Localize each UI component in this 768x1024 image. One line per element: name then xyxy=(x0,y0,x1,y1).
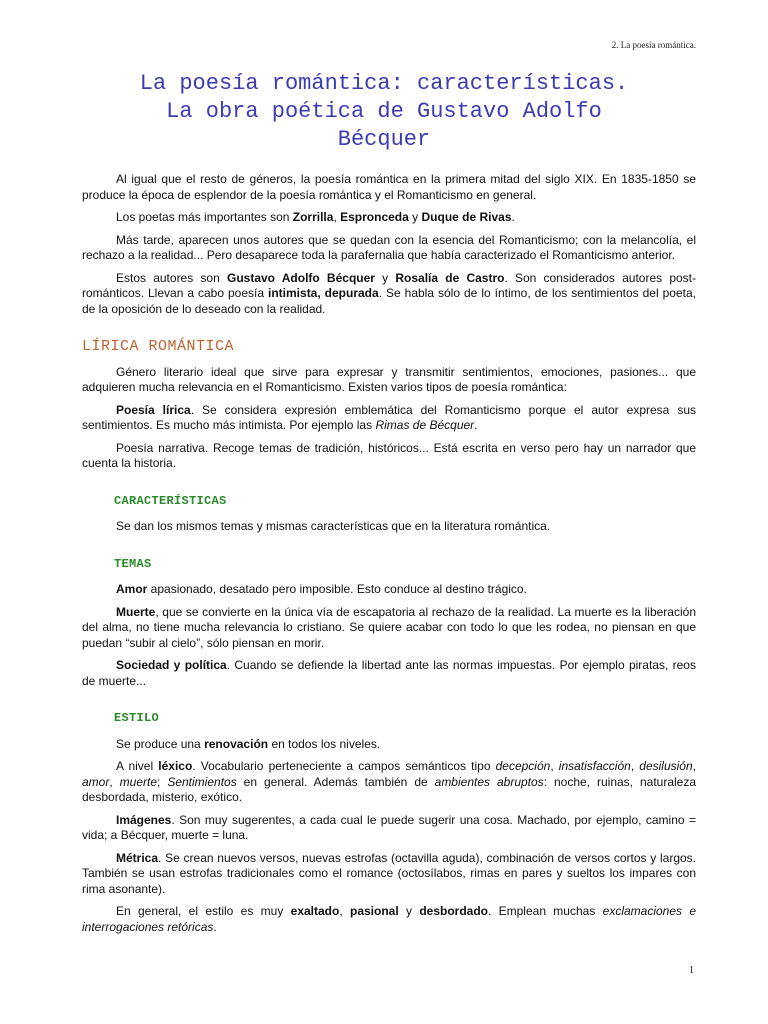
text-run: . Se considera expresión emblemática del Romanticismo porque el autor expresa sus sentimientos. Es mucho más intimista. Por ejemplo las xyxy=(82,402,696,432)
author-becquer: Gustavo Adolfo Bécquer xyxy=(226,270,375,285)
author-espronceda: Espronceda xyxy=(340,210,409,224)
text-run: . Vocabulario perteneciente a campos semánticos tipo xyxy=(192,759,496,773)
text-run: , xyxy=(109,774,120,789)
subheading-temas: TEMAS xyxy=(114,556,152,571)
title-line-3: Bécquer xyxy=(337,127,431,152)
lirica-paragraph-3: Poesía narrativa. Recoge temas de tradición, históricos... Está escrita en verso pero hay un narrador que cuenta la historia. xyxy=(82,440,696,470)
term-imagenes: Imágenes xyxy=(116,812,172,827)
intro-paragraph-2 xyxy=(82,210,696,226)
italic-term: insatisfacción xyxy=(558,759,631,773)
emphasis: intimista, depurada xyxy=(268,286,379,300)
italic-term: muerte xyxy=(119,774,158,789)
text-run: . Se crean nuevos versos, nuevas estrofas (octavilla aguda), combinación de versos cortos y largos. También se usan estrofas tradicionales como el romance (octosílabos, rimas en pares y sueltos los impares con rima asonante). xyxy=(82,850,696,896)
italic-term: ambientes abruptos xyxy=(434,774,544,789)
text-run: y xyxy=(374,270,396,285)
italic-term: Sentimientos xyxy=(167,774,237,789)
text-run: Se produce una xyxy=(116,736,205,751)
term-renovacion: renovación xyxy=(204,736,269,751)
temas-paragraph-3 xyxy=(82,658,696,689)
author-rosalia: Rosalía de Castro xyxy=(395,270,505,285)
intro-paragraph-1: Al igual que el resto de géneros, la poesía romántica en la primera mitad del siglo XIX. En 1835-1850 se produce la época de esplendor de la poesía romántica y el Romanticismo en general. xyxy=(82,172,696,202)
text-run: A nivel xyxy=(116,759,159,773)
text-run: y xyxy=(398,904,420,918)
author-zorrilla: Zorrilla xyxy=(292,210,334,224)
text-run: , xyxy=(333,210,341,224)
term-desbordado: desbordado xyxy=(419,904,488,918)
term-pasional: pasional xyxy=(349,904,399,918)
lirica-paragraph-2 xyxy=(82,403,696,434)
intro-paragraph-4 xyxy=(82,271,696,318)
text-run: . Cuando se defiende la libertad ante las normas impuestas. Por ejemplo piratas, reos de muerte... xyxy=(82,658,696,688)
italic-term: amor xyxy=(82,774,110,789)
text-run: . Son muy sugerentes, a cada cual le puede sugerir una cosa. Machado, por ejemplo, camino = vida; a Bécquer, muerte = luna. xyxy=(82,812,696,842)
text-run: : noche, ruinas, naturaleza desbordada, misterio, exótico. xyxy=(82,774,697,804)
subheading-caracteristicas: CARACTERÍSTICAS xyxy=(114,493,227,508)
text-run: , xyxy=(550,759,559,773)
term-lexico: léxico xyxy=(158,759,193,773)
term-metrica: Métrica xyxy=(116,850,159,865)
text-run: en general. Además también de xyxy=(236,774,435,789)
text-run: . xyxy=(474,418,478,432)
text-run: , que se convierte en la única vía de escapatoria al rechazo de la realidad. La muerte es la liberación del alma, no tiene mucha relevancia lo cristiano. Se quiere acabar con todo lo que les rodea, no piensan en que puedan “subir al cielo”, sólo piensan en morir. xyxy=(82,604,696,650)
temas-paragraph-1 xyxy=(82,582,696,598)
text-run: . Se habla sólo de lo íntimo, de los sentimientos del poeta, de la oposición de lo deseado con la realidad. xyxy=(82,286,696,316)
text-run: Estos autores son xyxy=(116,270,227,285)
title-line-1: La poesía romántica: características. xyxy=(139,71,629,96)
text-run: , xyxy=(630,759,640,773)
italic-term: desilusión xyxy=(639,759,693,773)
work-title: Rimas de Bécquer xyxy=(375,418,475,432)
text-run: ; xyxy=(157,774,168,789)
intro-paragraph-3: Más tarde, aparecen unos autores que se quedan con la esencia del Romanticismo; con la melancolía, el rechazo a la realidad... Pero desaparece toda la parafernalia que había caracterizado el Romanticismo anterior. xyxy=(82,232,696,262)
text-run: y xyxy=(408,210,422,224)
estilo-paragraph-1 xyxy=(82,737,696,753)
text-run: . xyxy=(511,210,515,224)
estilo-paragraph-3 xyxy=(82,813,696,844)
page-title xyxy=(80,70,688,154)
author-duque-de-rivas: Duque de Rivas xyxy=(421,210,512,224)
term-amor: Amor xyxy=(116,582,148,596)
running-header: 2. La poesía romántica. xyxy=(611,40,696,50)
term-sociedad: Sociedad y política xyxy=(116,658,227,672)
term-muerte: Muerte xyxy=(116,604,156,619)
subheading-estilo: ESTILO xyxy=(114,711,160,725)
text-run: . Emplean muchas xyxy=(487,904,603,918)
italic-term: exclamaciones e interrogaciones retóricas xyxy=(82,904,697,934)
page-number: 1 xyxy=(689,965,694,976)
text-run: En general, el estilo es muy xyxy=(116,904,291,918)
text-run: en todos los niveles. xyxy=(268,736,381,751)
text-run: , xyxy=(692,759,696,773)
term-exaltado: exaltado xyxy=(290,904,340,918)
text-run: apasionado, desatado pero imposible. Esto conduce al destino trágico. xyxy=(147,582,527,596)
italic-term: decepción xyxy=(495,759,551,773)
estilo-paragraph-5 xyxy=(82,904,696,935)
term-poesia-lirica: Poesía lírica xyxy=(116,402,191,417)
document-body xyxy=(82,172,696,942)
text-run: , xyxy=(339,904,350,918)
title-line-2: La obra poética de Gustavo Adolfo xyxy=(166,99,602,124)
caracteristicas-paragraph: Se dan los mismos temas y mismas características que en la literatura romántica. xyxy=(116,519,551,533)
text-run: Los poetas más importantes son xyxy=(116,210,293,224)
temas-paragraph-2 xyxy=(82,605,696,652)
estilo-paragraph-4 xyxy=(82,851,696,898)
estilo-paragraph-2 xyxy=(82,759,696,806)
text-run: . Son considerados autores post-románticos. Llevan a cabo poesía xyxy=(82,270,697,300)
section-heading-lirica: LÍRICA ROMÁNTICA xyxy=(82,338,235,355)
lirica-paragraph-1: Género literario ideal que sirve para expresar y transmitir sentimientos, emociones, pasiones... que adquieren mucha relevancia en el Romanticismo. Existen varios tipos de poesía romántica: xyxy=(82,364,696,394)
text-run: . xyxy=(213,919,217,934)
